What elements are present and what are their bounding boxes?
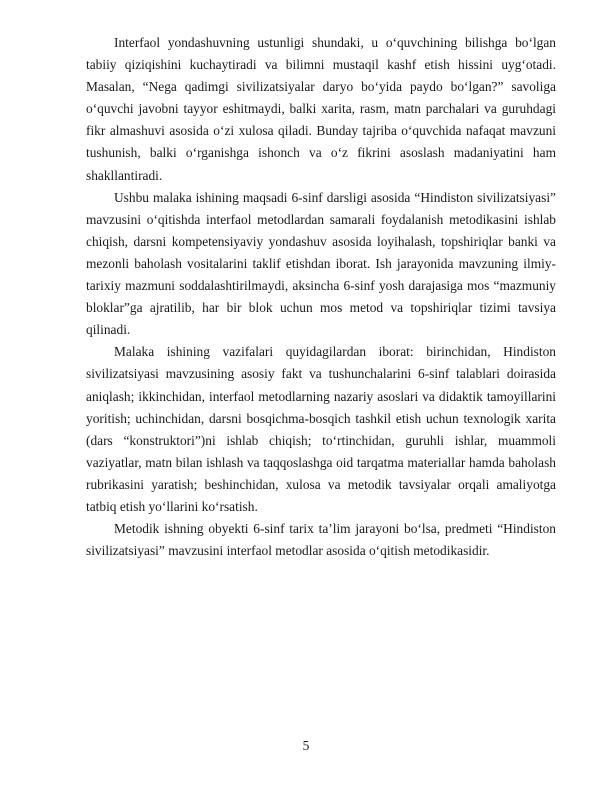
page-number: 5 — [302, 738, 310, 753]
body-text — [86, 32, 556, 562]
paragraph-object-subject: Metodik ishning obyekti 6-sinf tarix ta’lim jarayoni bo‘lsa, predmeti “Hindiston sivilizatsiyasi” mavzusini interfaol metodlar asosida o‘qitish metodikasidir. — [86, 521, 556, 559]
paragraph-interfaol-advantage: Interfaol yondashuvning ustunligi shundaki, u o‘quvchining bilishga bo‘lgan tabiiy qiziqishini kuchaytiradi va bilimni mustaqil kashf etish hissini uyg‘otadi. Masalan, “Nega qadimgi sivilizatsiyalar daryo bo‘yida paydo bo‘lgan?” savoliga o‘quvchi javobni tayyor eshitmaydi, balki xarita, rasm, matn parchalari va guruhdagi fikr almashuvi asosida o‘zi xulosa qiladi. Bunday tajriba o‘quvchida nafaqat mavzuni tushunish, balki o‘rganishga ishonch va o‘z fikrini asoslash madaniyatini ham shakllantiradi. — [86, 35, 556, 183]
paragraph-work-tasks: Malaka ishining vazifalari quyidagilardan iborat: birinchidan, Hindiston sivilizatsiyasi mavzusining asosiy fakt va tushunchalarini 6-sinf talablari doirasida aniqlash; ikkinchidan, interfaol metodlarning nazariy asoslari va didaktik tamoyillarini yoritish; uchinchidan, darsni bosqichma-bosqich tashkil etish uchun texnologik xarita (dars “konstruktori”)ni ishlab chiqish; to‘rtinchidan, guruhli ishlar, muammoli vaziyatlar, matn bilan ishlash va taqqoslashga oid tarqatma materiallar hamda baholash rubrikasini yaratish; beshinchidan, xulosa va metodik tavsiyalar orqali amaliyotga tatbiq etish yo‘llarini ko‘rsatish. — [86, 344, 556, 514]
paragraph-work-goal: Ushbu malaka ishining maqsadi 6-sinf darsligi asosida “Hindiston sivilizatsiyasi” mavzusini o‘qitishda interfaol metodlardan samarali foydalanish metodikasini ishlab chiqish, darsni kompetensiyaviy yondashuv asosida loyihalash, topshiriqlar banki va mezonli baholash vositalarini taklif etishdan iborat. Ish jarayonida mavzuning ilmiy-tarixiy mazmuni soddalashtirilmaydi, aksincha 6-sinf yosh darajasiga mos “mazmuniy bloklar”ga ajratilib, har bir blok uchun mos metod va topshiriqlar tizimi tavsiya qilinadi. — [86, 189, 556, 338]
